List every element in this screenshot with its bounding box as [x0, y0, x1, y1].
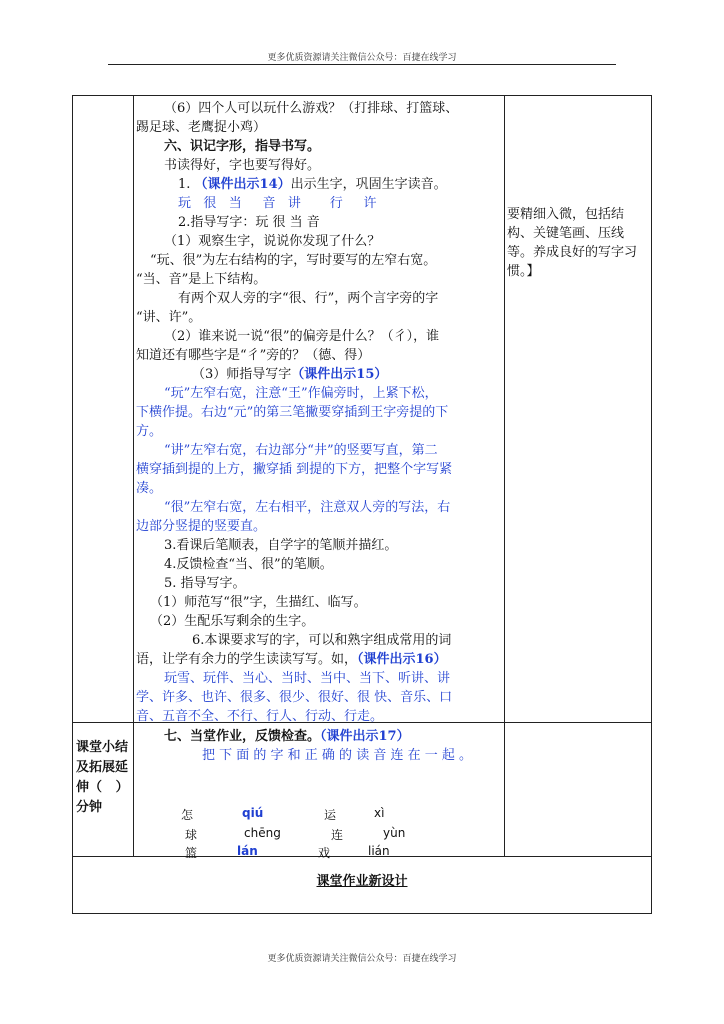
text-line: 下横作提。右边“元”的第三笔撇要穿插到王字旁提的下 — [136, 405, 449, 420]
label-line: 伸（ ） — [76, 780, 129, 795]
text-line: 凑。 — [136, 481, 163, 496]
text-line: “玩、很”为左右结构的字，写时要写的左窄右宽。 — [150, 253, 437, 268]
table-col-divider-1 — [133, 95, 134, 857]
text-line: “讲、许”。 — [136, 310, 202, 325]
text-line: （2）生配乐写剩余的生字。 — [150, 614, 315, 629]
text-line: 方。 — [136, 424, 163, 439]
word-list: 玩雪、玩伴、当心、当时、当中、当下、听讲、讲 — [164, 671, 451, 686]
text-line: 知道还有哪些字是“彳”旁的？（德、得） — [136, 348, 371, 363]
note-line: 要精细入微，包括结 — [507, 207, 625, 222]
match-pinyin: lián — [368, 844, 390, 858]
match-character: 球 — [185, 828, 198, 842]
label-line: 分钟 — [76, 800, 103, 815]
text-line: 3.看课后笔顺表，自学字的笔顺并描红。 — [164, 538, 398, 553]
text-line: “很”左窄右宽，左右相平，注意双人旁的写法，右 — [164, 500, 451, 515]
match-pinyin: chēng — [244, 826, 281, 840]
word-list: 音、五音不全、不行、行人、行动、行走。 — [136, 709, 384, 724]
courseware-tag: （课件出示14） — [194, 177, 291, 192]
text-line: 边部分竖提的竖要直。 — [136, 519, 267, 534]
text-line: “当、音”是上下结构。 — [136, 272, 267, 287]
word-list: 学、许多、也许、很多、很少、很好、很 快、音乐、口 — [136, 690, 453, 705]
table-border-top — [72, 95, 652, 96]
match-character: 篮 — [185, 846, 198, 860]
match-pinyin: lán — [237, 844, 258, 858]
text-line: 书读得好，字也要写得好。 — [164, 158, 321, 173]
courseware-tag: （课件出示15） — [291, 367, 388, 382]
text-line: 5. 指导写字。 — [164, 576, 246, 591]
match-character: 戏 — [318, 846, 331, 860]
text-line: 出示生字，巩固生字读音。 — [290, 177, 447, 192]
text-line: 横穿插到提的上方，撇穿插 到提的下方，把整个字写紧 — [136, 462, 453, 477]
text-line: 6.本课要求写的字，可以和熟字组成常用的词 — [192, 633, 452, 648]
table-border-bottom — [72, 913, 652, 914]
label-line: 课堂小结 — [76, 740, 129, 755]
teaching-notes — [507, 205, 649, 281]
character-list: 玩 很 当 音 讲 行 许 — [178, 196, 377, 211]
note-line: 构、关键笔画、压线 — [507, 226, 625, 241]
table-border-left — [72, 95, 73, 914]
match-character: 运 — [324, 808, 337, 822]
step-number: 1. — [178, 177, 191, 192]
note-line: 等。养成良好的写字习 — [507, 245, 638, 260]
text-line: （6）四个人可以玩什么游戏？（打排球、打篮球、 — [164, 101, 459, 116]
lesson-content — [136, 99, 504, 726]
text-line: 4.反馈检查“当、很”的笔顺。 — [164, 557, 333, 572]
homework-instruction: 把 下 面 的 字 和 正 确 的 读 音 连 在 一 起 。 — [202, 748, 472, 763]
note-line: 惯。】 — [507, 264, 540, 279]
homework-content — [136, 727, 504, 765]
homework-design-title: 课堂作业新设计 — [316, 874, 408, 889]
section-heading: 七、当堂作业，反馈检查。 — [164, 729, 321, 744]
page-footer: 更多优质资源请关注微信公众号：百捷在线学习 — [267, 954, 457, 964]
match-character: 连 — [331, 828, 344, 842]
header-rule — [108, 64, 616, 65]
match-pinyin: yùn — [383, 826, 406, 840]
text-line: 2.指导写字：玩 很 当 音 — [178, 215, 320, 230]
text-line: 踢足球、老鹰捉小鸡） — [136, 120, 267, 135]
match-character: 怎 — [181, 808, 194, 822]
summary-label — [76, 738, 131, 818]
text-line: （1）观察生字，说说你发现了什么？ — [164, 234, 381, 249]
page-header: 更多优质资源请关注微信公众号：百捷在线学习 — [267, 53, 457, 63]
courseware-tag: （课件出示16） — [357, 652, 447, 667]
text-line: 语，让学有余力的学生读读写写。如， — [136, 652, 358, 667]
match-pinyin: xì — [374, 806, 385, 820]
text-line: （3）师指导写字 — [192, 367, 292, 382]
text-line: 有两个双人旁的字“很、行”，两个言字旁的字 — [178, 291, 439, 306]
match-pinyin: qiú — [242, 806, 264, 820]
table-col-divider-2 — [504, 95, 505, 857]
text-line: “玩”左窄右宽，注意“王”作偏旁时，上紧下松， — [164, 386, 438, 401]
table-row-divider-2 — [72, 856, 652, 857]
table-border-right — [651, 95, 652, 914]
text-line: （2）谁来说一说“很”的偏旁是什么？（彳），谁 — [164, 329, 440, 344]
courseware-tag: （课件出示17） — [320, 729, 410, 744]
section-heading: 六、识记字形，指导书写。 — [164, 139, 321, 154]
text-line: “讲”左窄右宽，右边部分“井”的竖要写直，第二 — [164, 443, 438, 458]
text-line: （1）师范写“很”字，生描红、临写。 — [150, 595, 367, 610]
label-line: 及拓展延 — [76, 760, 129, 775]
